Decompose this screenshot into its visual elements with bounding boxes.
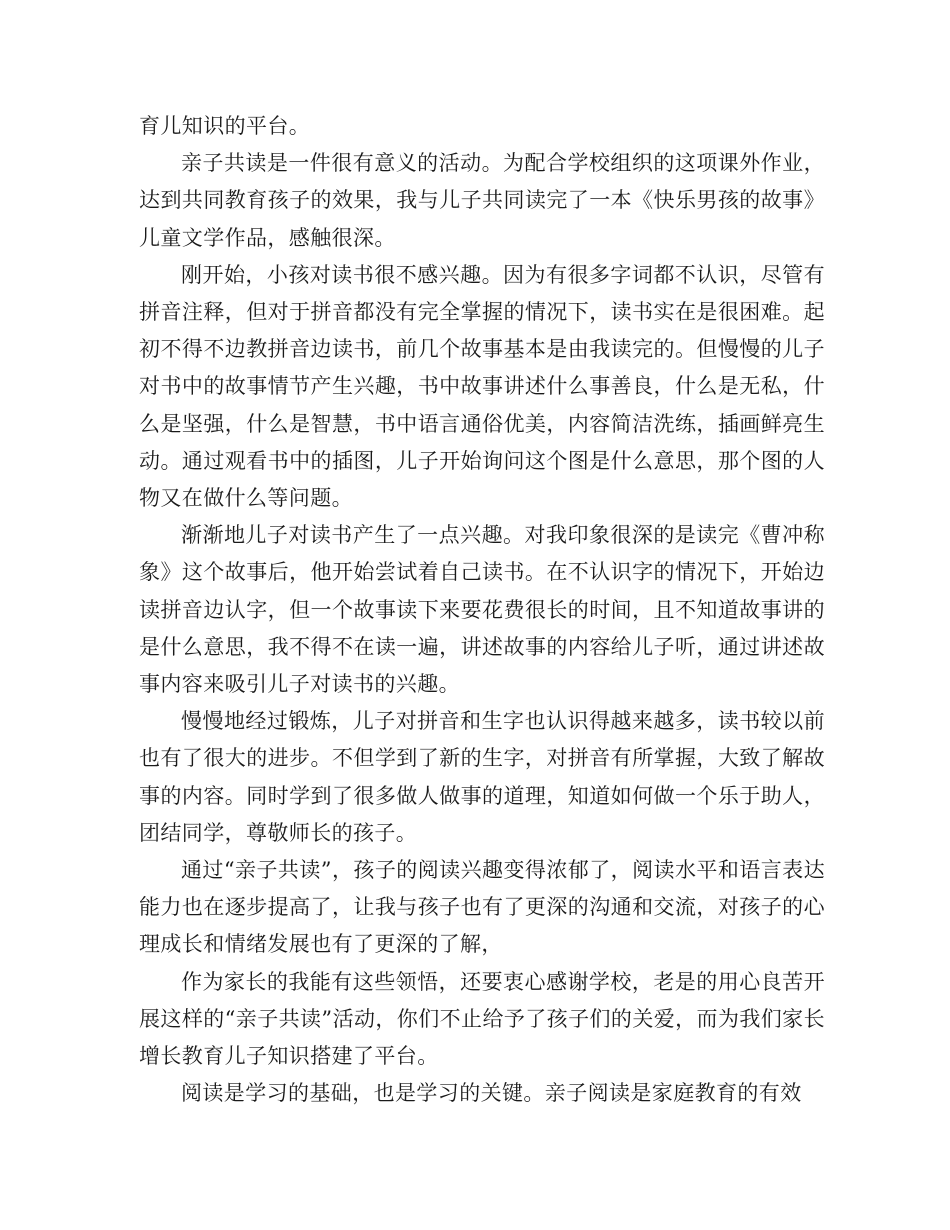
paragraph: 亲子共读是一件很有意义的活动。为配合学校组织的这项课外作业，达到共同教育孩子的效果，我与儿子共同读完了一本《快乐男孩的故事》儿童文学作品，感触很深。	[139, 151, 825, 250]
paragraph: 刚开始，小孩对读书很不感兴趣。因为有很多字词都不认识，尽管有拼音注释，但对于拼音都没有完全掌握的情况下，读书实在是很困难。起初不得不边教拼音边读书，前几个故事基本是由我读完的。但慢慢的儿子对书中的故事情节产生兴趣，书中故事讲述什么事善良，什么是无私，什么是坚强，什么是智慧，书中语言通俗优美，内容简洁洗练，插画鲜亮生动。通过观看书中的插图，儿子开始询问这个图是什么意思，那个图的人物又在做什么等问题。	[139, 262, 825, 511]
paragraph: 作为家长的我能有这些领悟，还要衷心感谢学校，老是的用心良苦开展这样的“亲子共读”活动，你们不止给予了孩子们的关爱，而为我们家长增长教育儿子知识搭建了平台。	[139, 969, 825, 1069]
paragraph: 阅读是学习的基础，也是学习的关键。亲子阅读是家庭教育的有效	[181, 1081, 802, 1106]
paragraph-continuation: 育儿知识的平台。	[139, 114, 311, 138]
paragraph: 通过“亲子共读”，孩子的阅读兴趣变得浓郁了，阅读水平和语言表达能力也在逐步提高了，让我与孩子也有了更深的沟通和交流，对孩子的心理成长和情绪发展也有了更深的了解，	[139, 858, 825, 957]
paragraph: 慢慢地经过锻炼，儿子对拼音和生字也认识得越来越多，读书较以前也有了很大的进步。不但学到了新的生字，对拼音有所掌握，大致了解故事的内容。同时学到了很多做人做事的道理，知道如何做一个乐于助人，团结同学，尊敬师长的孩子。	[139, 709, 825, 845]
paragraph: 渐渐地儿子对读书产生了一点兴趣。对我印象很深的是读完《曹冲称象》这个故事后，他开始尝试着自己读书。在不认识字的情况下，开始边读拼音边认字，但一个故事读下来要花费很长的时间，且不知道故事讲的是什么意思，我不得不在读一遍，讲述故事的内容给儿子听，通过讲述故事内容来吸引儿子对读书的兴趣。	[139, 523, 825, 697]
document-page	[139, 108, 825, 1112]
